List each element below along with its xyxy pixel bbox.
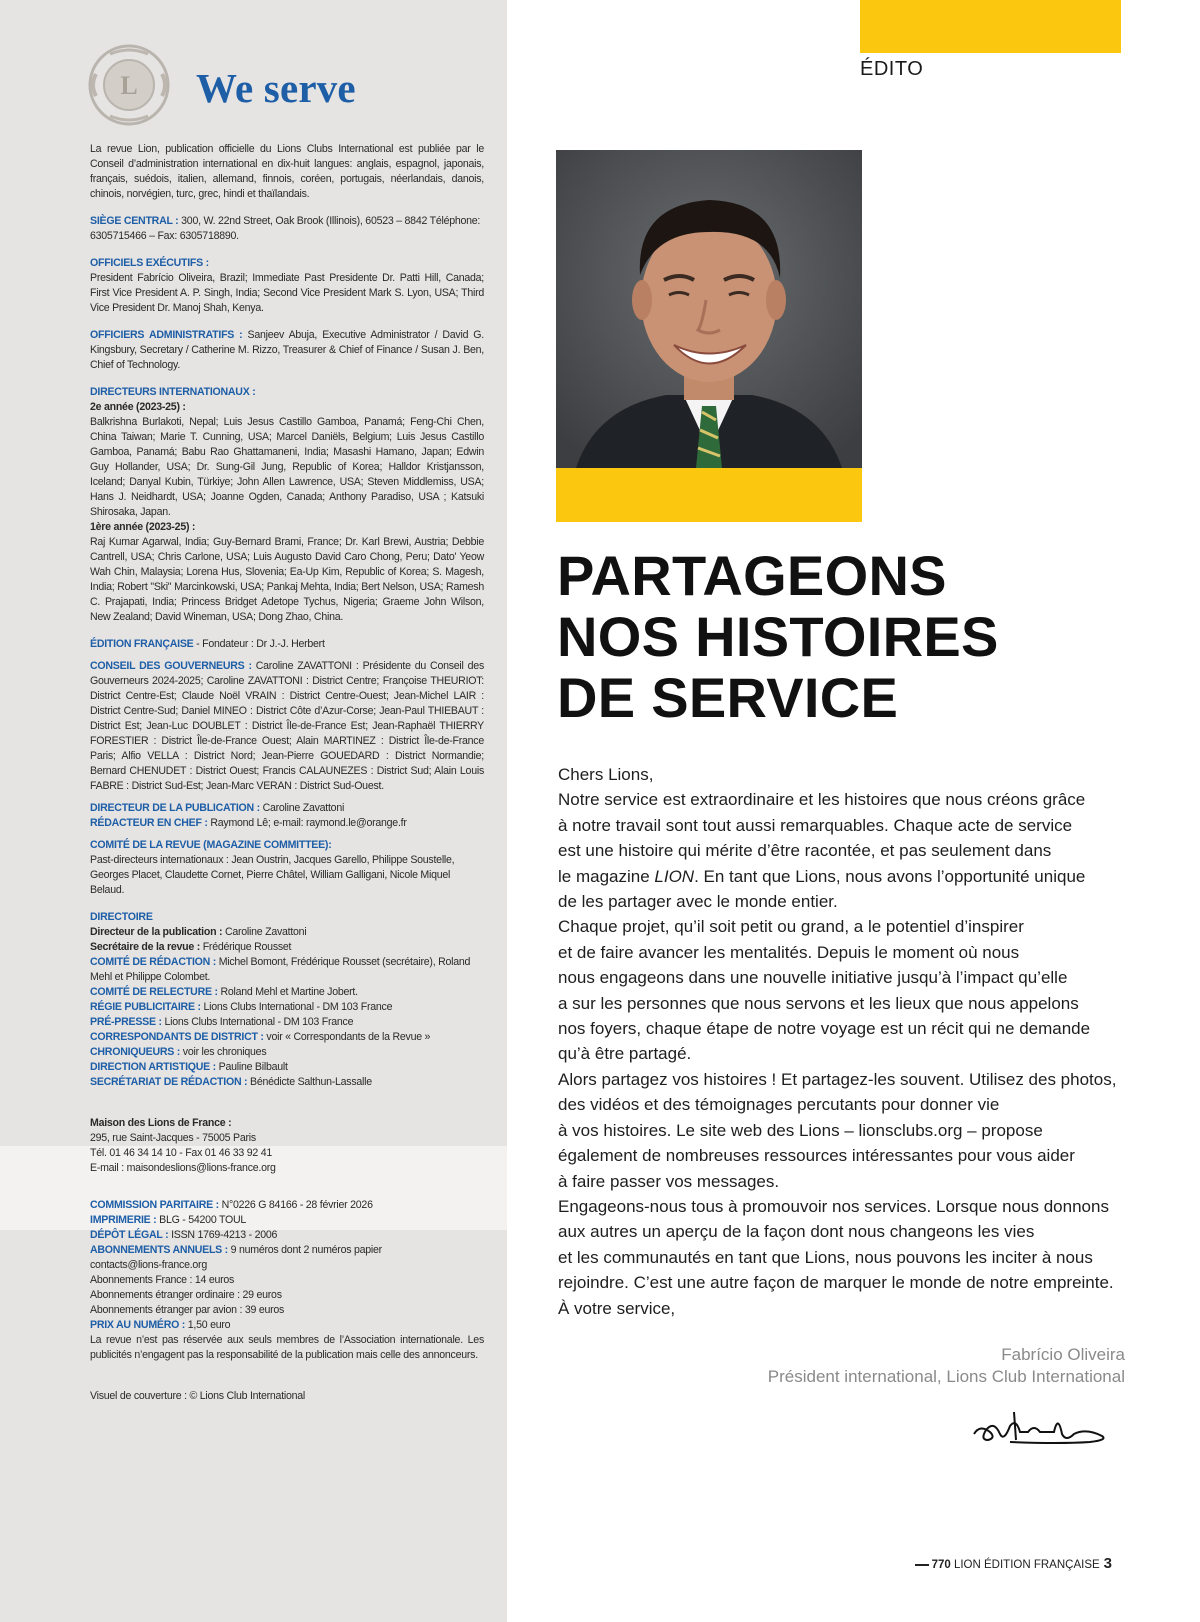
- footer-dash: [915, 1564, 929, 1566]
- directoire-item-text: Michel Bomont, Frédérique Rousset (secrétaire), Roland Mehl et Philippe Colombet.: [90, 956, 471, 983]
- directoire-item-text: Pauline Bilbault: [215, 1061, 288, 1073]
- admin-item-label: DÉPÔT LÉGAL :: [90, 1229, 169, 1241]
- admin-item: [90, 1198, 484, 1213]
- directoire-item-label: CORRESPONDANTS DE DISTRICT :: [90, 1031, 264, 1043]
- dir-pub-block: [90, 801, 484, 816]
- admin-item-label: ABONNEMENTS ANNUELS :: [90, 1244, 228, 1256]
- body-line: qu’à être partagé.: [558, 1044, 692, 1064]
- body-line: Notre service est extraordinaire et les histoires que nous créons grâce: [558, 790, 1086, 810]
- directoire-item: [90, 1015, 484, 1030]
- directoire-item-label: COMITÉ DE RELECTURE :: [90, 986, 218, 998]
- comite-label: COMITÉ DE LA REVUE (MAGAZINE COMMITTEE):: [90, 839, 332, 851]
- dir-pub-label: DIRECTEUR DE LA PUBLICATION :: [90, 802, 260, 814]
- prix-text: 1,50 euro: [185, 1319, 231, 1331]
- directoire-item-label: CHRONIQUEURS :: [90, 1046, 181, 1058]
- admin-item: [90, 1243, 484, 1258]
- admin-item-text: BLG - 54200 TOUL: [156, 1214, 247, 1226]
- abonnement-line: Abonnements étranger par avion : 39 euros: [90, 1304, 285, 1316]
- signature-name: Fabrício Oliveira: [1001, 1345, 1125, 1364]
- directoire-item-text: Lions Clubs International - DM 103 France: [200, 1001, 393, 1013]
- directoire-item-text: Caroline Zavattoni: [222, 926, 307, 938]
- directoire-item: [90, 1060, 484, 1075]
- body-line: Chaque projet, qu’il soit petit ou grand, a le potentiel d’inspirer: [558, 917, 1024, 937]
- year2-text: Balkrishna Burlakoti, Nepal; Luis Jesus Castillo Gamboa, Panamá; Feng-Chi Chen, China Taiwan; Marie T. Cunning, USA; Marcel Daniëls, Belgium; Luis Jesus Castillo Gamboa, Panamá; Babu Rao Ghattamaneni, India; Masashi Hamano, Japan; Edwin Guy Hollander, USA; Dr. Sung-Gil Jung, Republic of Korea; Halldor Kristjansson, Iceland; Danyal Kubin, Türkiye; John Allen Lawrence, USA; Steven Middlemiss, USA; Hans J. Neidhardt, USA; Joanne Ogden, Canada; Anthony Paradiso, USA ; Katsuki Shirosaka, Japan.: [90, 416, 484, 518]
- body-line: nous engageons dans une nouvelle initiative jusqu’à l’impact qu’elle: [558, 968, 1068, 988]
- directoire-item-label: Secrétaire de la revue :: [90, 941, 201, 953]
- abonnement-line: Abonnements étranger ordinaire : 29 euros: [90, 1289, 282, 1301]
- body-line: et les communautés en tant que Lions, nous pouvons les inciter à nous: [558, 1247, 1093, 1267]
- conseil-block: [90, 659, 484, 794]
- directoire-item: [90, 955, 484, 985]
- handwritten-signature: [970, 1404, 1110, 1448]
- headline-line: DE SERVICE: [557, 666, 899, 729]
- directeurs-label: DIRECTEURS INTERNATIONAUX :: [90, 386, 256, 398]
- body-line: de les partager avec le monde entier.: [558, 892, 838, 912]
- body-line: est une histoire qui mérite d’être racontée, et pas seulement dans: [558, 841, 1052, 861]
- body-line: a sur les personnes que nous servons et les lieux que nous appelons: [558, 993, 1079, 1013]
- brand-title: We serve: [196, 65, 356, 111]
- svg-text:L: L: [120, 71, 138, 100]
- section-color-tab: [860, 0, 1121, 53]
- directoire-item-text: Frédérique Rousset: [200, 941, 292, 953]
- directoire-item: [90, 925, 484, 940]
- admin-item-text: 9 numéros dont 2 numéros papier: [227, 1244, 382, 1256]
- body-line: Engageons-nous tous à promouvoir nos services. Lorsque nous donnons: [558, 1196, 1109, 1216]
- article-headline: [557, 545, 1157, 728]
- siege-label: SIÈGE CENTRAL :: [90, 215, 179, 227]
- admin-item: [90, 1213, 484, 1228]
- page-footer: [915, 1555, 1112, 1572]
- edition-label: ÉDITION FRANÇAISE: [90, 638, 194, 650]
- magazine-name: LION: [654, 866, 695, 886]
- directoire-item: [90, 1000, 484, 1015]
- maison-email[interactable]: E-mail : maisondeslions@lions-france.org: [90, 1162, 276, 1174]
- body-line: aux autres un aperçu de la façon dont nous changeons les vies: [558, 1222, 1035, 1242]
- comite-text: Past-directeurs internationaux : Jean Oustrin, Jacques Garello, Philippe Soustelle, Georges Placet, Claudette Cornet, Pierre Châtel, William Galligani, Nicole Miquel Belaud.: [90, 854, 455, 896]
- masthead-text: [90, 142, 484, 1404]
- siege-text: 300, W. 22nd Street, Oak Brook (Illinois), 60523 – 8842 Téléphone: 6305715466 – Fax: 6305718890.: [90, 215, 481, 242]
- article-body: [558, 762, 1128, 1321]
- maison-line: Tél. 01 46 34 14 10 - Fax 01 46 33 92 41: [90, 1147, 273, 1159]
- admin-item: [90, 1228, 484, 1243]
- maison-line: 295, rue Saint-Jacques - 75005 Paris: [90, 1132, 256, 1144]
- publication-name: LION ÉDITION FRANÇAISE: [953, 1559, 1100, 1571]
- page-number: 3: [1103, 1555, 1112, 1572]
- officiers-text: Sanjeev Abuja, Executive Administrator / David G. Kingsbury, Secretary / Catherine M. Rizzo, Treasurer & Chief of Finance / Susan J. Ben, Chief of Technology.: [90, 329, 484, 371]
- body-line: rejoindre. C’est une autre façon de marquer le monde de notre empreinte.: [558, 1273, 1114, 1293]
- prix-block: [90, 1318, 484, 1333]
- year1-text: Raj Kumar Agarwal, India; Guy-Bernard Brami, France; Dr. Karl Brewi, Austria; Debbie Cantrell, USA; Chris Carlone, USA; Luis Augusto David Caro Chong, Peru; Dato' Yeow Wah Chin, Malaysia; Lorena Hus, Slovenia; Ea-Up Kim, Republic of Korea; S. Magesh, India; Robert "Ski" Marcinkowski, USA; Pankaj Mehta, India; Bert Nelson, USA; Ramesh C. Prajapati, India; Princess Bridget Adetope Tychus, Nigeria; Graeme John Wilson, New Zealand; David Wineman, USA; Dong Zhao, China.: [90, 536, 484, 623]
- officiers-block: [90, 328, 484, 373]
- president-portrait-image: [556, 150, 862, 468]
- lions-logo-icon: [88, 44, 170, 126]
- directoire-item: [90, 1075, 484, 1090]
- redac-chef-text: Raymond Lê; e-mail: raymond.le@orange.fr: [207, 817, 407, 829]
- officiels-text: President Fabrício Oliveira, Brazil; Immediate Past Presidente Dr. Patti Hill, Canada; First Vice President A. P. Singh, India; Second Vice President Mark S. Lyon, USA; Third Vice President Dr. Manoj Shah, Kenya.: [90, 272, 484, 314]
- maison-title: Maison des Lions de France :: [90, 1117, 232, 1129]
- body-line: nos foyers, chaque étape de notre voyage est un récit qui ne demande: [558, 1019, 1091, 1039]
- directoire-item: [90, 1030, 484, 1045]
- headline-line: PARTAGEONS: [557, 544, 947, 607]
- officiers-label: OFFICIERS ADMINISTRATIFS :: [90, 329, 243, 341]
- conseil-text: Caroline ZAVATTONI : Présidente du Conseil des Gouverneurs 2024-2025; Caroline ZAVATTONI : District Centre; Françoise THEURIOT: District Centre-Est; Claude Noël VRAIN : District Centre-Ouest; Jean-Michel LAIR : District Centre-Sud; Daniel MINEO : District Côte d’Azur-Corse; Jean-Paul THIEBAUT : District Est; Jean-Luc DOUBLET : District Île-de-France Est; Jean-Raphaël THIERRY FORESTIER : District Île-de-France Ouest; Alain MARTINEZ : District Île-de-France Paris; Alfio VELLA : District Nord; Jean-Pierre GOUEDARD : District Normandie; Bernard CHENUDET : District Ouest; Francis CALAUNEZES : District Sud; Alain Louis FABRE : District Sud-Est; Jean-Marc VERAN : District Sud-Ouest.: [90, 660, 484, 792]
- signature-block: [768, 1344, 1125, 1388]
- year1-label: 1ère année (2023-25) :: [90, 521, 196, 533]
- body-line: le magazine LION. En tant que Lions, nous avons l’opportunité unique: [558, 866, 1086, 886]
- prix-label: PRIX AU NUMÉRO :: [90, 1319, 186, 1331]
- dir-pub-text: Caroline Zavattoni: [259, 802, 345, 814]
- admin-item-text: N°0226 G 84166 - 28 février 2026: [218, 1199, 373, 1211]
- directoire-item-text: Lions Clubs International - DM 103 France: [161, 1016, 354, 1028]
- body-line: À votre service,: [558, 1298, 676, 1318]
- admin-item-label: IMPRIMERIE :: [90, 1214, 157, 1226]
- body-line: à faire passer vos messages.: [558, 1171, 780, 1191]
- directoire-item-text: Bénédicte Salthun-Lassalle: [247, 1076, 372, 1088]
- body-line: et de faire avancer les mentalités. Depuis le moment où nous: [558, 942, 1020, 962]
- directoire-item-text: voir les chroniques: [180, 1046, 267, 1058]
- body-line: à vos histoires. Le site web des Lions – lionsclubs.org – propose: [558, 1120, 1043, 1140]
- directoire-item-label: Directeur de la publication :: [90, 926, 223, 938]
- issue-number: 770: [931, 1559, 951, 1571]
- redac-chef-block: [90, 816, 484, 831]
- body-line: également de nombreuses ressources intéressantes pour vous aider: [558, 1146, 1075, 1166]
- signature-title: Président international, Lions Club International: [767, 1367, 1125, 1386]
- directoire-item-label: RÉGIE PUBLICITAIRE :: [90, 1001, 201, 1013]
- disclaimer: La revue n’est pas réservée aux seuls membres de l’Association internationale. Les publicités n’engagent pas la responsabilité de la publication mais celle des annonceurs.: [90, 1334, 484, 1361]
- body-line: à notre travail sont tout aussi remarquables. Chaque acte de service: [558, 815, 1073, 835]
- directoire-item: [90, 940, 484, 955]
- directoire-item-text: voir « Correspondants de la Revue »: [263, 1031, 431, 1043]
- edition-text: - Fondateur : Dr J.-J. Herbert: [193, 638, 325, 650]
- cover-credit: Visuel de couverture : © Lions Club International: [90, 1390, 306, 1402]
- directoire-label: DIRECTOIRE: [90, 911, 153, 923]
- body-line: des vidéos et des témoignages percutants pour donner vie: [558, 1095, 1000, 1115]
- directoire-item-label: SECRÉTARIAT DE RÉDACTION :: [90, 1076, 248, 1088]
- admin-item-label: COMMISSION PARITAIRE :: [90, 1199, 219, 1211]
- abonnement-email[interactable]: contacts@lions-france.org: [90, 1259, 207, 1271]
- edition-block: [90, 637, 484, 652]
- conseil-label: CONSEIL DES GOUVERNEURS :: [90, 660, 252, 672]
- officiels-label: OFFICIELS EXÉCUTIFS :: [90, 257, 209, 269]
- directoire-item-label: PRÉ-PRESSE :: [90, 1016, 162, 1028]
- directoire-item-label: COMITÉ DE RÉDACTION :: [90, 956, 216, 968]
- redac-chef-label: RÉDACTEUR EN CHEF :: [90, 817, 208, 829]
- directoire-item: [90, 985, 484, 1000]
- directoire-item: [90, 1045, 484, 1060]
- year2-label: 2e année (2023-25) :: [90, 401, 186, 413]
- admin-item-text: ISSN 1769-4213 - 2006: [168, 1229, 278, 1241]
- siege-block: [90, 214, 484, 244]
- headline-line: NOS HISTOIRES: [557, 605, 999, 668]
- body-line: Chers Lions,: [558, 765, 654, 784]
- directoire-item-text: Roland Mehl et Martine Jobert.: [217, 986, 358, 998]
- abonnement-line: Abonnements France : 14 euros: [90, 1274, 235, 1286]
- body-line: Alors partagez vos histoires ! Et partagez-les souvent. Utilisez des photos,: [558, 1069, 1117, 1089]
- directoire-item-label: DIRECTION ARTISTIQUE :: [90, 1061, 216, 1073]
- section-label: ÉDITO: [860, 58, 924, 80]
- masthead-intro: La revue Lion, publication officielle du Lions Clubs International est publiée par le Conseil d’administration international en dix-huit langues: anglais, espagnol, japonais, français, suédois, italien, allemand, finnois, coréen, portugais, néerlandais, danois, chinois, norvégien, turc, grec, hindi et thaïlandais.: [90, 143, 484, 200]
